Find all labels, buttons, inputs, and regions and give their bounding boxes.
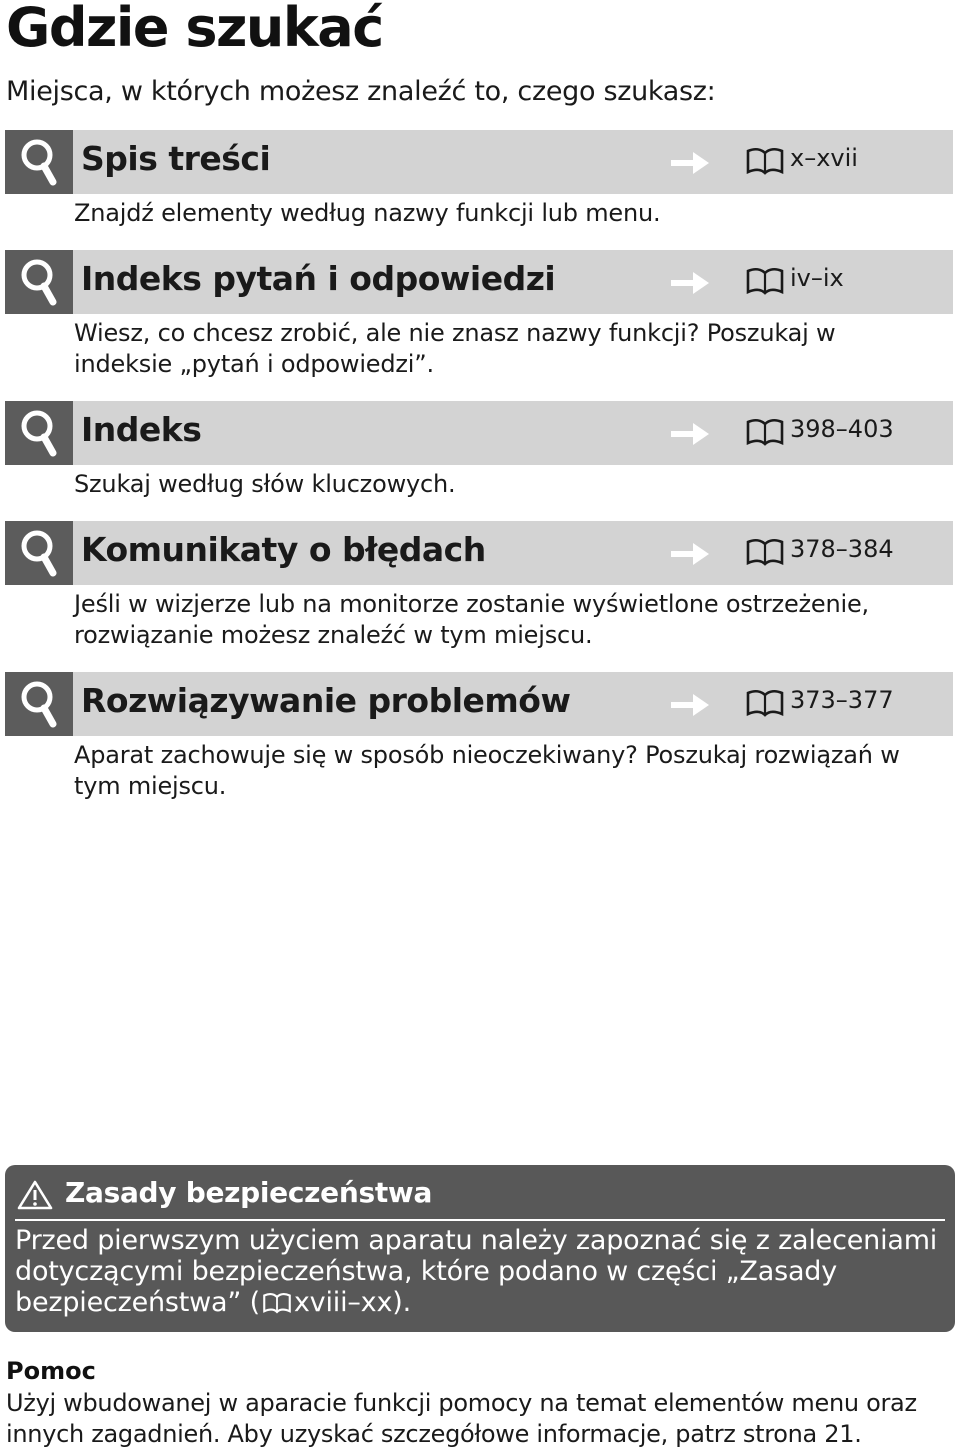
section-description: Szukaj według słów kluczowych. [74,470,456,498]
book-icon [745,418,785,446]
magnifier-icon [5,250,73,314]
section-title: Indeks [81,410,202,449]
section-title: Rozwiązywanie problemów [81,681,571,720]
arrow-right-icon [669,690,713,720]
section-description: Jeśli w wizjerze lub na monitorze zostanie wyświetlone ostrzeżenie, rozwiązanie możesz znaleźć w tym miejscu. [74,590,869,649]
page-reference: 378–384 [790,535,894,563]
section-error-messages [5,521,953,651]
safety-text-part: Przed pierwszym użyciem aparatu należy zapoznać się z zaleceniami dotyczącymi bezpieczeństwa, które podano w części „Zasady bezpieczeństwa” ( [15,1225,938,1318]
safety-header [15,1173,945,1221]
section-description: Wiesz, co chcesz zrobić, ale nie znasz nazwy funkcji? Poszukaj w indeksie „pytań i odpowiedzi”. [74,319,836,378]
page-reference: 373–377 [790,686,894,714]
help-title: Pomoc [6,1357,96,1385]
magnifier-icon [5,672,73,736]
magnifier-icon [5,130,73,194]
help-text: Użyj wbudowanej w aparacie funkcji pomocy na temat elementów menu oraz innych zagadnień. Aby uzyskać szczegółowe informacje, patrz strona 21. [6,1389,917,1448]
section-toc [5,130,953,229]
page-reference: x–xvii [790,144,858,172]
arrow-right-icon [669,419,713,449]
safety-notice [5,1165,955,1332]
book-icon [745,538,785,566]
page-reference: iv–ix [790,264,844,292]
arrow-right-icon [669,539,713,569]
section-bar [5,401,953,465]
section-bar [5,130,953,194]
arrow-right-icon [669,268,713,298]
book-icon [745,147,785,175]
book-icon [745,689,785,717]
page-title: Gdzie szukać [6,0,383,59]
safety-title: Zasady bezpieczeństwa [65,1176,433,1209]
section-troubleshooting [5,672,953,802]
section-description: Znajdź elementy według nazwy funkcji lub menu. [74,199,661,227]
magnifier-icon [5,521,73,585]
section-bar [5,521,953,585]
section-bar [5,250,953,314]
section-bar [5,672,953,736]
page-reference: 398–403 [790,415,894,443]
book-icon [262,1292,292,1314]
section-title: Indeks pytań i odpowiedzi [81,259,556,298]
arrow-right-icon [669,148,713,178]
safety-page-reference: xviii–xx [293,1287,393,1318]
book-icon [745,267,785,295]
safety-text [15,1225,940,1318]
section-title: Komunikaty o błędach [81,530,486,569]
warning-icon [17,1179,53,1211]
intro-text: Miejsca, w których możesz znaleźć to, czego szukasz: [6,76,716,107]
magnifier-icon [5,401,73,465]
section-qa-index [5,250,953,380]
section-description: Aparat zachowuje się w sposób nieoczekiwany? Poszukaj rozwiązań w tym miejscu. [74,741,900,800]
section-index [5,401,953,500]
section-title: Spis treści [81,139,271,178]
safety-text-part: ). [392,1287,411,1318]
